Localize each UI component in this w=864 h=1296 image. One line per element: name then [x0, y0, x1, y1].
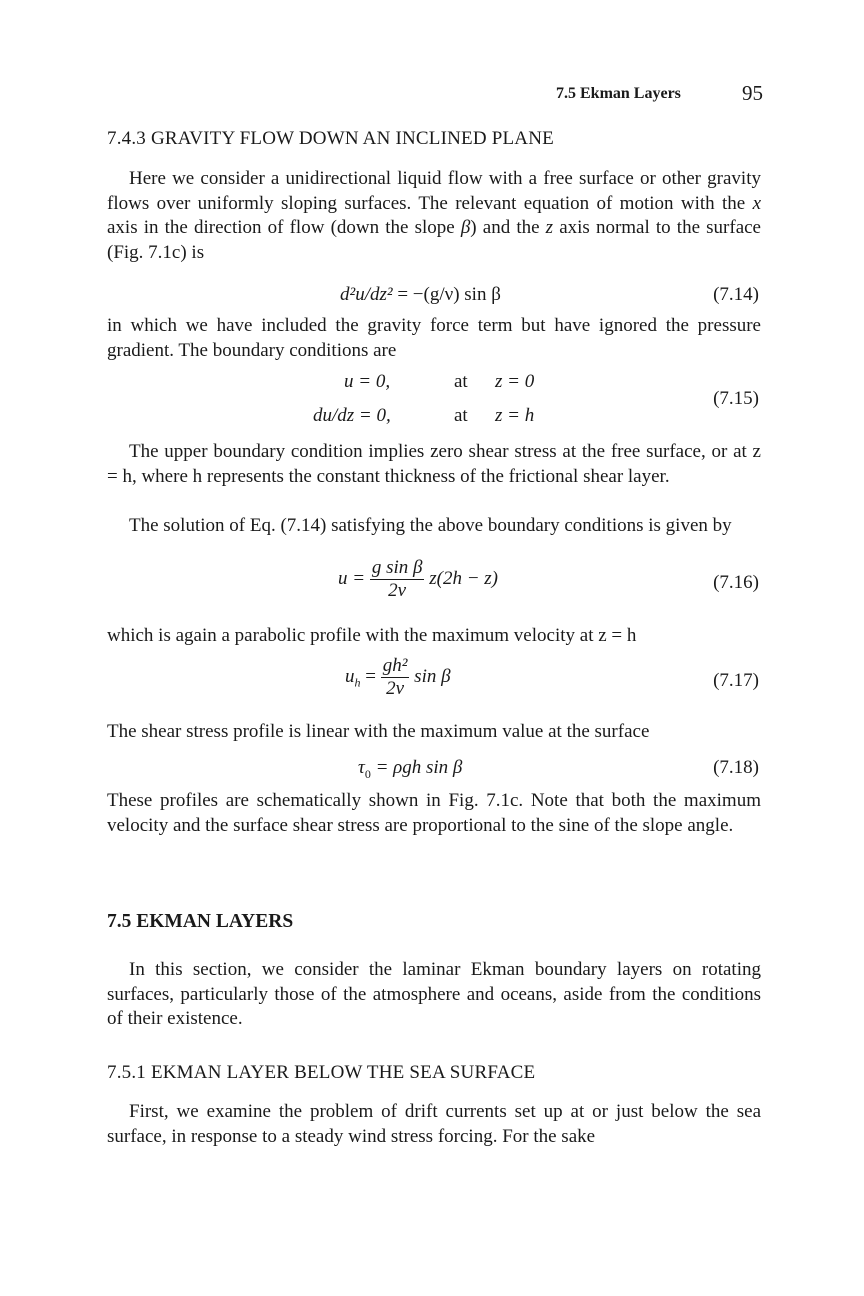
paragraph: These profiles are schematically shown in Fig. 7.1c. Note that both the maximum velocity and the surface shear stress are proportional to the sine of the slope angle.: [107, 790, 761, 836]
paragraph: which is again a parabolic profile with the maximum velocity at z = h: [107, 625, 637, 646]
paragraph: in which we have included the gravity force term but have ignored the pressure gradient. The boundary conditions are: [107, 315, 761, 361]
equation-number-7-18: (7.18): [713, 757, 759, 778]
paragraph: The upper boundary condition implies zero shear stress at the free surface, or at z = h, where h represents the constant thickness of the frictional shear layer.: [107, 441, 761, 487]
paragraph: Here we consider a unidirectional liquid flow with a free surface or other gravity flows over uniformly sloping surfaces. The relevant equation of motion with the x axis in the direction of flow (down the slope β) and the z axis normal to the surface (Fig. 7.1c) is: [107, 168, 761, 263]
page-number: 95: [742, 81, 763, 105]
equation-7-16: u = $\frac{\text{g sin β}}{2\nu}$ z(2h − z): [338, 557, 498, 601]
equation-7-14: d²u/dz² = −(g/ν) sin β: [340, 284, 501, 305]
paragraph: In this section, we consider the laminar Ekman boundary layers on rotating surfaces, particularly those of the atmosphere and oceans, aside from the conditions of their existence.: [107, 959, 761, 1029]
equation-7-15-row-2: du/dz = 0, at z = h: [313, 405, 535, 426]
subsection-heading-7-4-3: 7.4.3 GRAVITY FLOW DOWN AN INCLINED PLANE: [107, 128, 554, 149]
equation-7-18: $\tau_0 = \rho gh$ sin β: [358, 757, 463, 781]
equation-7-15-row-1: u = 0, at z = 0: [344, 371, 535, 392]
equation-number-7-14: (7.14): [713, 284, 759, 305]
paragraph: First, we examine the problem of drift currents set up at or just below the sea surface, in response to a steady wind stress forcing. For the sake: [107, 1101, 761, 1147]
running-header: 7.5 Ekman Layers: [556, 85, 681, 102]
section-heading-7-5: 7.5 EKMAN LAYERS: [107, 911, 294, 932]
equation-7-17: $u_h$ = $\frac{\text{gh²}}{2\nu}$ sin β: [345, 655, 451, 699]
paragraph: The solution of Eq. (7.14) satisfying the above boundary conditions is given by: [129, 515, 732, 536]
subsection-heading-7-5-1: 7.5.1 EKMAN LAYER BELOW THE SEA SURFACE: [107, 1062, 536, 1083]
equation-number-7-15: (7.15): [713, 388, 759, 409]
paragraph: The shear stress profile is linear with the maximum value at the surface: [107, 721, 650, 742]
equation-number-7-17: (7.17): [713, 670, 759, 691]
equation-number-7-16: (7.16): [713, 572, 759, 593]
